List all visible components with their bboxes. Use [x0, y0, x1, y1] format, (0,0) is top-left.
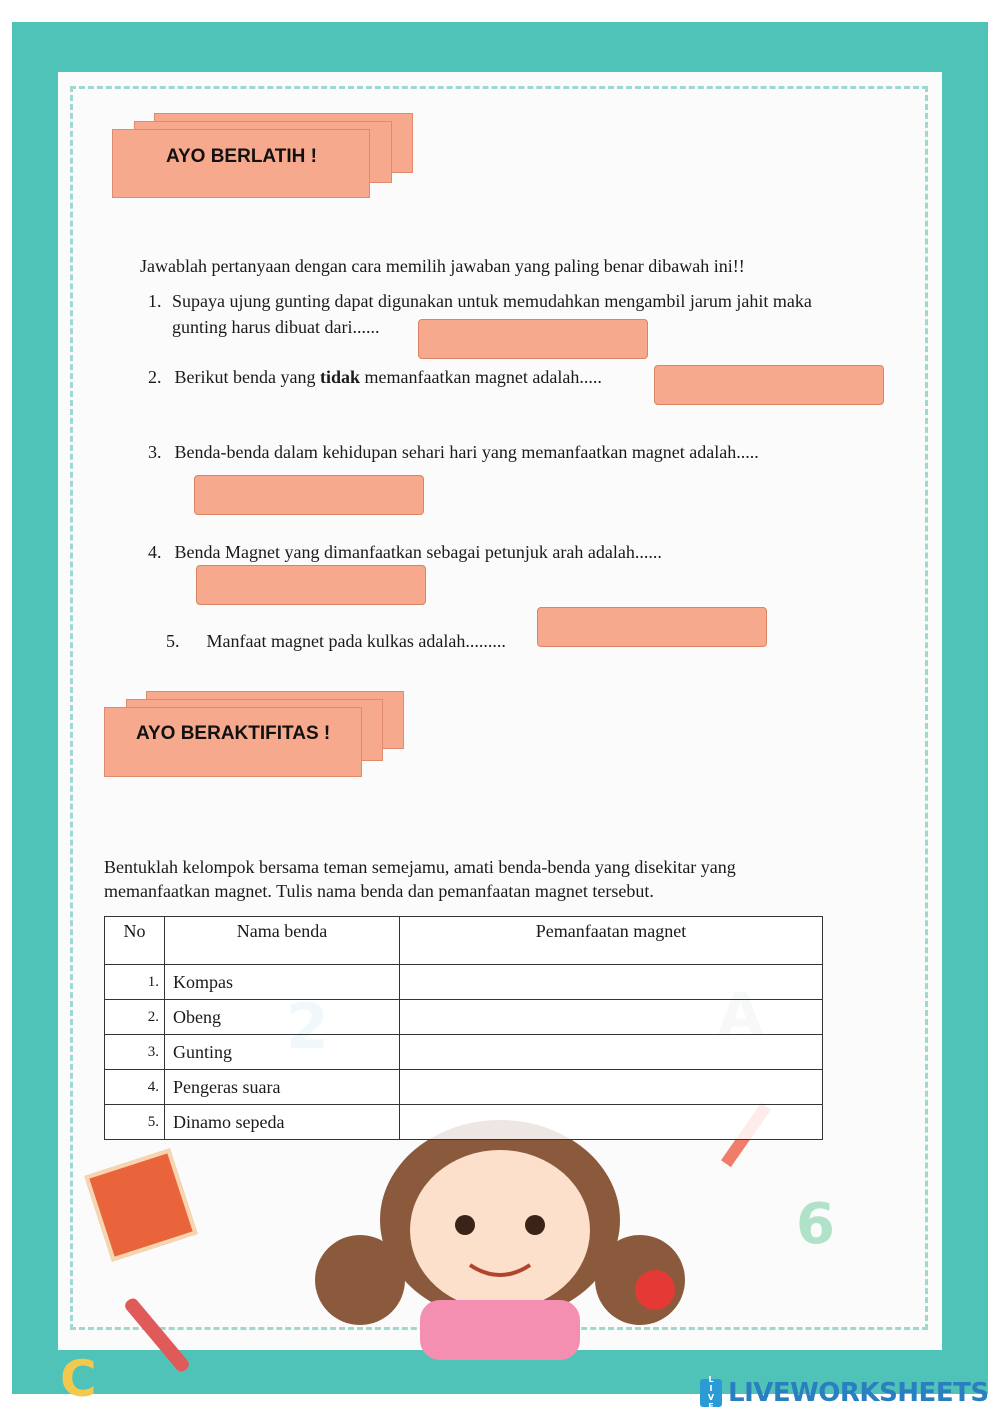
row-use-cell[interactable]: [400, 1105, 823, 1140]
row-use-cell[interactable]: [400, 1070, 823, 1105]
answer-box-4[interactable]: [196, 565, 426, 605]
row-name: Dinamo sepeda: [165, 1105, 400, 1140]
question-1-number: 1.: [148, 291, 162, 311]
question-4-text: Benda Magnet yang dimanfaatkan sebagai petunjuk arah adalah......: [174, 542, 662, 562]
question-2-text-bold: tidak: [319, 367, 360, 387]
question-3: [148, 439, 759, 465]
letter-c-decoration: C: [60, 1350, 97, 1408]
activity-instruction: [104, 855, 736, 903]
row-number: 3.: [105, 1035, 165, 1070]
row-use-cell[interactable]: [400, 1000, 823, 1035]
activity-table: [104, 916, 823, 1140]
answer-box-3[interactable]: [194, 475, 424, 515]
question-2-text-pre: Berikut benda yang: [174, 367, 320, 387]
question-4: [148, 539, 662, 565]
row-number: 5.: [105, 1105, 165, 1140]
liveworksheets-brand: LIVEWORKSHEETS: [728, 1378, 989, 1408]
question-3-text: Benda-benda dalam kehidupan sehari hari yang memanfaatkan magnet adalah.....: [174, 442, 759, 462]
question-5-text: Manfaat magnet pada kulkas adalah.........: [206, 631, 506, 651]
row-use-cell[interactable]: [400, 1035, 823, 1070]
table-header-row: [105, 917, 823, 965]
table-row: [105, 1105, 823, 1140]
activity-instruction-line2: memanfaatkan magnet. Tulis nama benda dan pemanfaatan magnet tersebut.: [104, 881, 654, 901]
banner-ayo-berlatih: [112, 113, 414, 199]
practice-instruction: Jawablah pertanyaan dengan cara memilih jawaban yang paling benar dibawah ini!!: [140, 256, 745, 276]
row-name: Kompas: [165, 965, 400, 1000]
table-row: [105, 1035, 823, 1070]
question-2: [148, 364, 602, 390]
table-row: [105, 965, 823, 1000]
row-number: 2.: [105, 1000, 165, 1035]
banner-ayo-beraktifitas: [104, 691, 404, 777]
header-use: Pemanfaatan magnet: [400, 917, 823, 965]
table-row: [105, 1000, 823, 1035]
question-5-number: 5.: [166, 631, 180, 651]
question-2-text-post: memanfaatkan magnet adalah.....: [360, 367, 602, 387]
activity-instruction-line1: Bentuklah kelompok bersama teman semejamu, amati benda-benda yang disekitar yang: [104, 857, 736, 877]
row-number: 4.: [105, 1070, 165, 1105]
question-5: [166, 628, 506, 654]
question-2-number: 2.: [148, 367, 162, 387]
question-1-text-line2: gunting harus dibuat dari......: [172, 317, 380, 337]
question-3-number: 3.: [148, 442, 162, 462]
row-use-cell[interactable]: [400, 965, 823, 1000]
row-name: Pengeras suara: [165, 1070, 400, 1105]
table-row: [105, 1070, 823, 1105]
row-name: Obeng: [165, 1000, 400, 1035]
question-1-text-line1: Supaya ujung gunting dapat digunakan untuk memudahkan mengambil jarum jahit maka: [172, 291, 812, 311]
question-4-number: 4.: [148, 542, 162, 562]
answer-box-2[interactable]: [654, 365, 884, 405]
header-name: Nama benda: [165, 917, 400, 965]
header-no: No: [105, 917, 165, 965]
answer-box-5[interactable]: [537, 607, 767, 647]
liveworksheets-logo[interactable]: [700, 1376, 996, 1410]
digit-6-decoration: 6: [796, 1192, 835, 1257]
banner-ayo-berlatih-label: AYO BERLATIH !: [166, 146, 317, 167]
answer-box-1[interactable]: [418, 319, 648, 359]
row-number: 1.: [105, 965, 165, 1000]
live-badge-icon: L I V E: [700, 1379, 722, 1407]
row-name: Gunting: [165, 1035, 400, 1070]
banner-ayo-beraktifitas-label: AYO BERAKTIFITAS !: [136, 723, 331, 744]
